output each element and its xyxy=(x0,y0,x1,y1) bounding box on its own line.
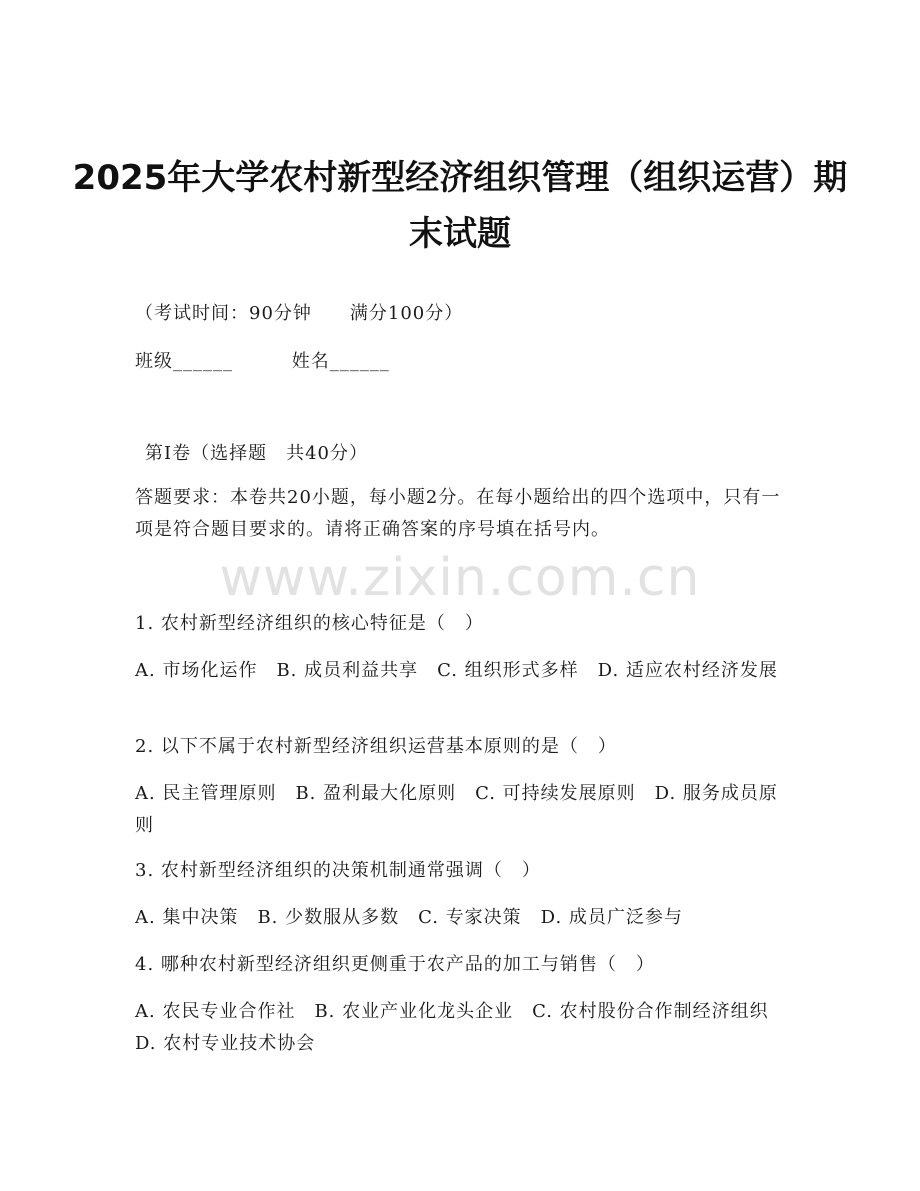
section-heading: 第Ⅰ卷（选择题 共40分） xyxy=(145,443,369,464)
question-4-stem: 4. 哪种农村新型经济组织更侧重于农产品的加工与销售（ ） xyxy=(135,954,655,975)
question-2-stem: 2. 以下不属于农村新型经济组织运营基本原则的是（ ） xyxy=(135,736,617,757)
question-2-options: A. 民主管理原则 B. 盈利最大化原则 C. 可持续发展原则 D. 服务成员原则 xyxy=(135,783,778,836)
document-title: 2025年大学农村新型经济组织管理（组织运营）期末试题 xyxy=(72,158,848,254)
question-1-options: A. 市场化运作 B. 成员利益共享 C. 组织形式多样 D. 适应农村经济发展 xyxy=(135,660,778,681)
question-3-options: A. 集中决策 B. 少数服从多数 C. 专家决策 D. 成员广泛参与 xyxy=(135,907,683,928)
student-fields xyxy=(135,346,442,378)
question-4-options: A. 农民专业合作社 B. 农业产业化龙头企业 C. 农村股份合作制经济组织 D. 农村专业技术协会 xyxy=(135,1001,788,1054)
exam-info: （考试时间：90分钟 满分100分） xyxy=(135,303,464,324)
question-1-stem: 1. 农村新型经济组织的核心特征是（ ） xyxy=(135,613,484,634)
watermark: www.zixin.com.cn xyxy=(219,548,701,608)
section-instructions: 答题要求：本卷共20小题，每小题2分。在每小题给出的四个选项中，只有一项是符合题目要求的。请将正确答案的序号填在括号内。 xyxy=(135,487,781,540)
question-3-stem: 3. 农村新型经济组织的决策机制通常强调（ ） xyxy=(135,860,541,881)
name-field: 姓名______ xyxy=(291,351,390,372)
class-field: 班级______ xyxy=(135,351,233,372)
